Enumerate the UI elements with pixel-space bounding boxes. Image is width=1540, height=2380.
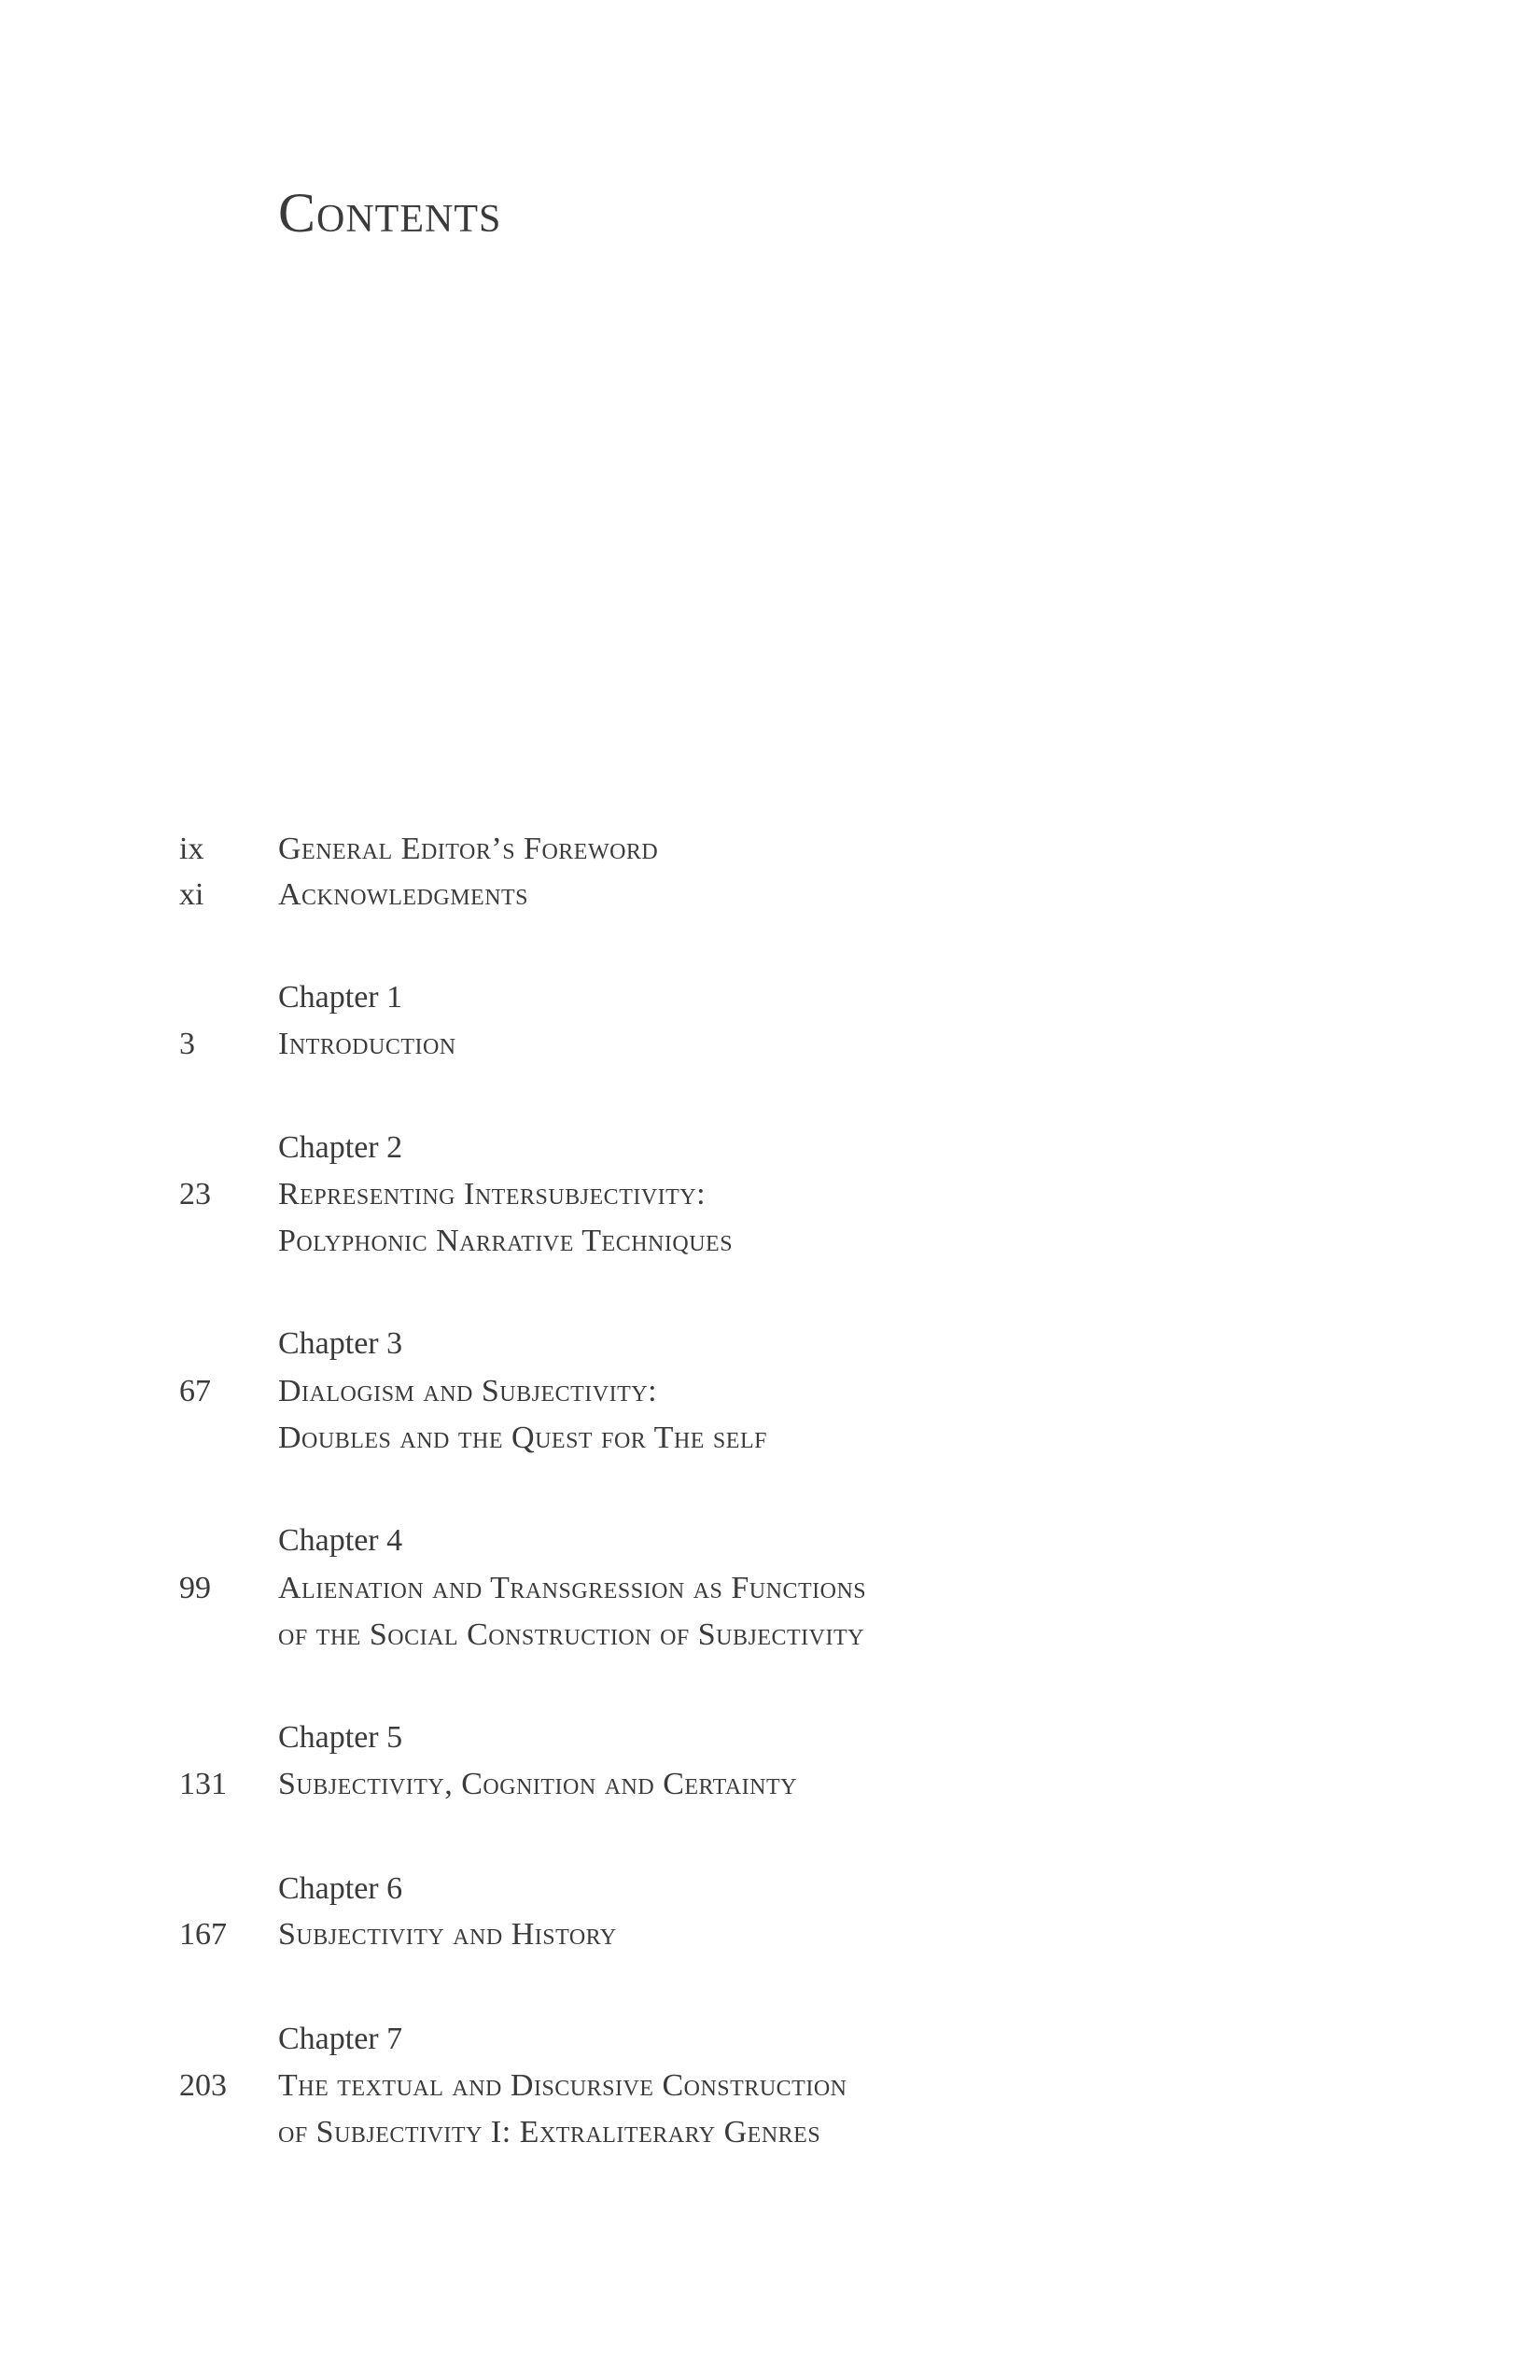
toc-entry-title: General Editor’s Foreword [278,832,659,866]
page-number: xi [179,877,204,912]
chapter-label: Chapter 7 [278,2022,403,2056]
chapter-title: Alienation and Transgression as Functions [278,1571,867,1605]
chapter-title: of Subjectivity I: Extraliterary Genres [278,2115,821,2149]
chapter-label: Chapter 1 [278,980,403,1015]
page-title: Contents [278,182,502,244]
page-number: 67 [179,1374,211,1408]
chapter-label: Chapter 4 [278,1523,403,1558]
chapter-title: Subjectivity and History [278,1917,617,1952]
page-number: 3 [179,1027,195,1061]
page-number: 203 [179,2068,227,2103]
chapter-title: Dialogism and Subjectivity: [278,1374,658,1408]
chapter-title: Polyphonic Narrative Techniques [278,1224,734,1258]
chapter-label: Chapter 2 [278,1130,403,1165]
page-number: 131 [179,1767,227,1801]
page-number: 99 [179,1571,211,1605]
chapter-title: Doubles and the Quest for The self [278,1421,767,1455]
chapter-title: The textual and Discursive Construction [278,2068,847,2103]
chapter-label: Chapter 3 [278,1326,403,1361]
chapter-title: Subjectivity, Cognition and Certainty [278,1767,797,1801]
page-number: 167 [179,1917,227,1952]
chapter-label: Chapter 5 [278,1720,403,1755]
page-number: ix [179,832,204,866]
page-number: 23 [179,1177,211,1211]
chapter-label: Chapter 6 [278,1871,403,1906]
chapter-title: of the Social Construction of Subjectivity [278,1617,864,1652]
chapter-title: Representing Intersubjectivity: [278,1177,707,1211]
toc-entry-title: Acknowledgments [278,877,529,912]
chapter-title: Introduction [278,1027,456,1061]
